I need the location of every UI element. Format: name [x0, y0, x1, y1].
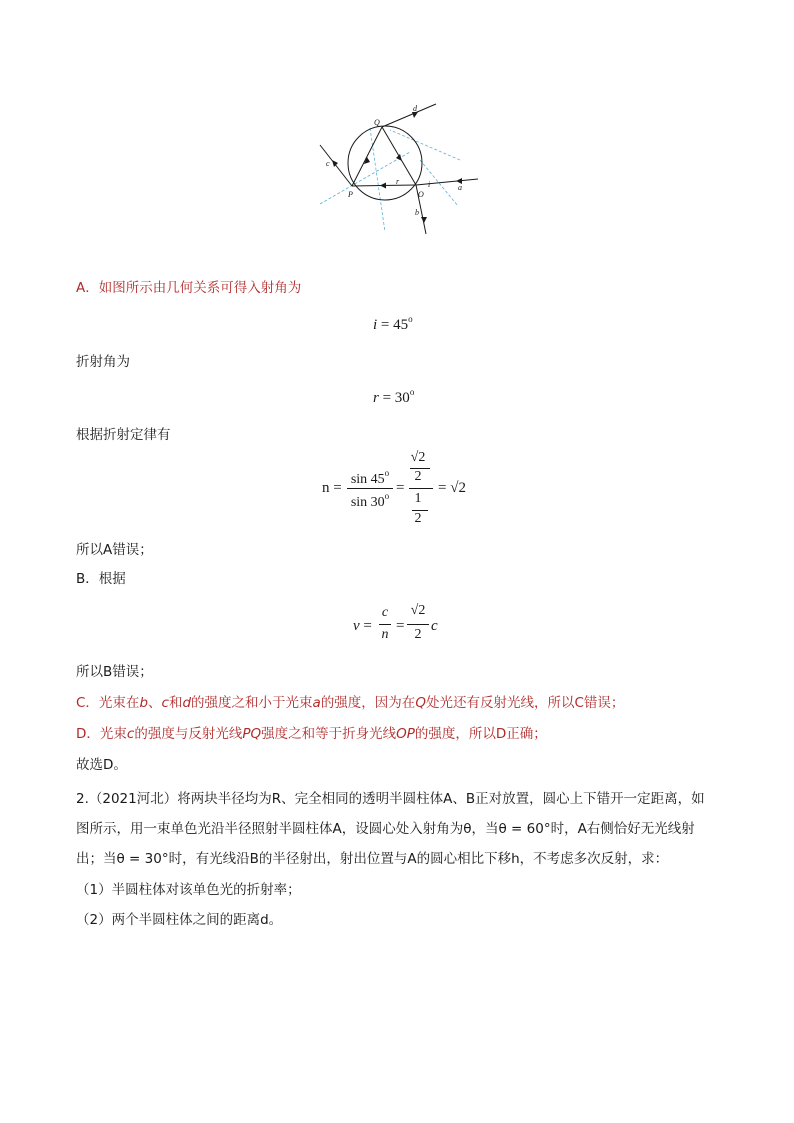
label-r: r — [396, 177, 400, 186]
ray-a — [416, 179, 478, 185]
c-num: c — [381, 605, 389, 620]
label-i: i — [428, 180, 431, 189]
a-wrong: 所以A错误； — [76, 542, 153, 558]
sin45-numerator: sin 45$^o$ — [350, 468, 390, 487]
eq-result: = √2 — [438, 480, 466, 496]
question-2-line-2: 图所示，用一束单色光沿半径照射半圆柱体A，设圆心处入射角为θ，当θ = 60°时，A右侧恰好无光线射 — [76, 821, 695, 837]
question-2-line-1: 2.（2021河北）将两块半径均为R、完全相同的透明半圆柱体A、B正对放置，圆心上下错开一定距离，如 — [76, 791, 705, 807]
c-tail: c — [431, 618, 438, 634]
eq-equals-2: = — [396, 618, 405, 634]
option-c: C．光束在b、c和d的强度之和小于光束a的强度，因为在Q处光还有反射光线，所以C错误； — [76, 695, 625, 711]
n-den: n — [381, 627, 389, 642]
two-2: 2 — [414, 627, 422, 642]
fraction-bar — [347, 488, 393, 489]
label-P: P — [348, 190, 353, 199]
b-by: B．根据 — [76, 571, 126, 587]
equation-incidence-angle: $i = 45^o$ — [373, 314, 413, 333]
label-d: d — [413, 104, 417, 113]
law-text: 根据折射定律有 — [76, 427, 171, 443]
eq-equals: = — [396, 480, 405, 496]
two: 2 — [414, 469, 422, 484]
question-2-line-3: 出；当θ = 30°时，有光线沿B的半径射出，射出位置与A的圆心相比下移h，不考虑多次反射，求： — [76, 851, 669, 867]
label-a: a — [458, 183, 462, 192]
circle — [348, 126, 422, 200]
ray-d — [382, 104, 436, 127]
normal-line — [390, 130, 460, 160]
bar-cn — [379, 624, 391, 625]
v-lhs: v = — [353, 618, 372, 634]
arrow-c — [332, 160, 338, 167]
label-O: O — [418, 190, 424, 199]
sub-question-2: （2）两个半圆柱体之间的距离d。 — [76, 912, 283, 928]
eq-lhs: n = — [322, 480, 342, 496]
bar-root — [407, 624, 429, 625]
ray-c — [320, 145, 352, 186]
root-two: √2 — [410, 450, 426, 465]
choose-d: 故选D。 — [76, 757, 127, 773]
sub-question-1: （1）半圆柱体对该单色光的折射率； — [76, 882, 301, 898]
fraction-bar-main — [409, 488, 433, 489]
option-d: D．光束c的强度与反射光线PQ强度之和等于折身光线OP的强度，所以D正确； — [76, 726, 547, 742]
b-wrong: 所以B错误； — [76, 664, 153, 680]
ray-PQ — [352, 127, 382, 186]
arrow-OP — [380, 183, 386, 189]
refraction-angle-text: 折射角为 — [76, 354, 130, 370]
optics-diagram — [310, 100, 490, 240]
root-two-2: √2 — [410, 603, 426, 618]
option-a-intro: A．如图所示由几何关系可得入射角为 — [76, 280, 302, 296]
one: 1 — [414, 491, 422, 506]
two-bottom: 2 — [414, 511, 422, 526]
label-b: b — [415, 208, 419, 217]
label-Q: Q — [374, 118, 380, 127]
arrow-QO — [396, 154, 402, 161]
normal-line — [370, 128, 385, 232]
sin30-denominator: sin 30$^o$ — [350, 491, 390, 510]
equation-refraction-angle: $r = 30^o$ — [373, 387, 415, 406]
arrow-b — [421, 217, 427, 223]
label-c: c — [326, 159, 330, 168]
